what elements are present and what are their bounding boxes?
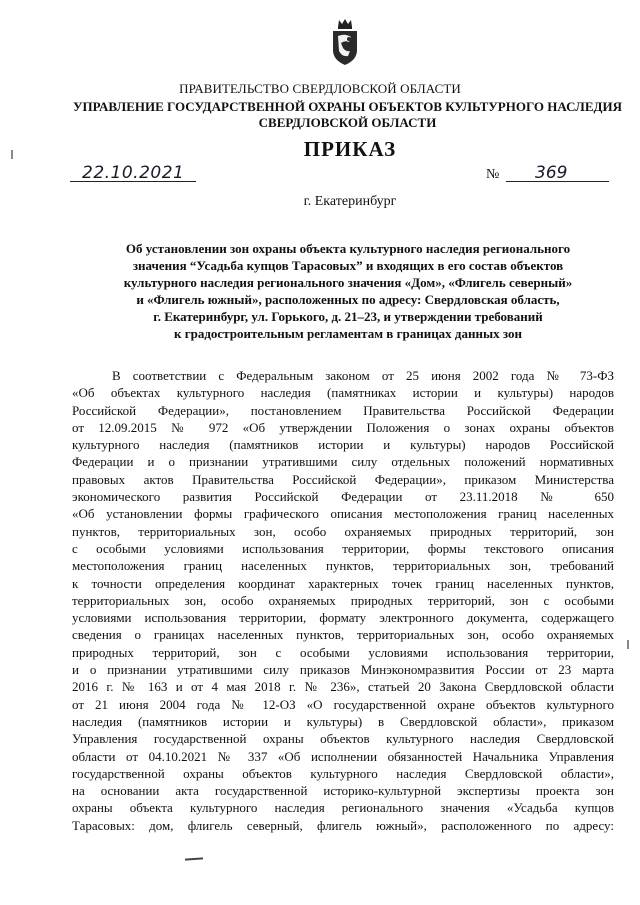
document-date: 22.10.2021 (82, 163, 185, 183)
document-title: ПРИКАЗ (303, 137, 397, 161)
body-line: с особыми условиями использования территории, формы текстового описания (72, 540, 614, 556)
document-number: 369 (535, 163, 568, 183)
department-name (70, 99, 625, 131)
body-line: местоположения границ населенных пунктов, территориальных зон, требований (72, 558, 614, 574)
body-line: В соответствии с Федеральным законом от 25 июня 2002 года № 73-ФЗ (112, 368, 614, 383)
body-line: наследия (памятников истории и культуры) в Свердловской области», приказом (72, 713, 614, 729)
subject-line: культурного наследия регионального значения «Дом», «Флигель северный» (123, 275, 573, 290)
body-line: экономического развития Российской Федерации от 23.11.2018 № 650 (72, 489, 614, 505)
body-line: охраны объекта культурного наследия регионального значения «Усадьба купцов (72, 800, 614, 816)
margin-mark (11, 150, 13, 159)
body-line: территориальных зон, особо охраняемых природных территорий, зон с особыми (72, 592, 614, 608)
body-line: сведения о границах населенных пунктов, территориальных зон, особо охраняемых (72, 627, 614, 643)
body-line: «Об установлении формы графического описания местоположения границ населенных (72, 506, 614, 522)
number-label: № (486, 167, 500, 182)
body-line: области от 04.10.2021 № 337 «Об исполнении обязанностей Начальника Управления (72, 748, 614, 764)
department-name-line2: СВЕРДЛОВСКОЙ ОБЛАСТИ (258, 115, 437, 130)
document-body (72, 367, 614, 834)
body-line: и о признании утратившими силу приказов Минэкономразвития России от 23 марта (72, 662, 614, 678)
subject-line: Об установлении зон охраны объекта культурного наследия регионального (125, 241, 571, 256)
number-underline (506, 181, 609, 182)
body-line: «Об объектах культурного наследия (памятниках истории и культуры) народов (72, 385, 614, 401)
body-line: государственной охраны объектов культурного наследия Свердловской области», (72, 765, 614, 781)
body-line: условиями использования территории, формату электронного документа, содержащего (72, 610, 614, 626)
document-city: г. Екатеринбург (303, 194, 397, 209)
body-line: к точности определения координат характерных точек границ населенных пунктов, (72, 575, 614, 591)
body-line: Тарасовых: дом, флигель северный, флигель южный», расположенного по адресу: (72, 817, 614, 833)
sverdlovsk-coat-of-arms-icon (329, 18, 361, 66)
body-line: культурного наследия (памятников истории и культуры) народов Российской (72, 437, 614, 453)
document-subject (72, 240, 624, 342)
body-line: природных территорий, зон с особыми условиями использования территории, (72, 644, 614, 660)
body-line: 2016 г. № 163 и от 4 мая 2018 г. № 236», статьей 20 Закона Свердловской области (72, 679, 614, 695)
body-line: Управления государственной охраны объектов культурного наследия Свердловской (72, 731, 614, 747)
body-line: Российской Федерации», постановлением Правительства Российской Федерации (72, 402, 614, 418)
page-mark (185, 857, 203, 860)
subject-line: к градостроительным регламентам в границах данных зон (173, 326, 523, 341)
margin-mark (627, 640, 629, 649)
body-line: Федерации и о признании утратившими силу отдельных положений нормативных (72, 454, 614, 470)
subject-line: и «Флигель южный», расположенных по адресу: Свердловская область, (136, 292, 560, 307)
department-name-line1: УПРАВЛЕНИЕ ГОСУДАРСТВЕННОЙ ОХРАНЫ ОБЪЕКТОВ КУЛЬТУРНОГО НАСЛЕДИЯ (73, 99, 622, 114)
subject-line: г. Екатеринбург, ул. Горького, д. 21–23, и утверждении требований (153, 309, 543, 324)
body-line: пунктов, территориальных зон, особо охраняемых природных территорий, зон (72, 523, 614, 539)
body-line: от 12.09.2015 № 972 «Об утверждении Положения о зонах охраны объектов (72, 419, 614, 435)
body-line: на основании акта государственной историко-культурной экспертизы проекта зон (72, 783, 614, 799)
body-line: от 21 июня 2004 года № 12-ОЗ «О государственной охране объектов культурного (72, 696, 614, 712)
body-line: правовых актов Правительства Российской Федерации», приказом Министерства (72, 471, 614, 487)
government-name: ПРАВИТЕЛЬСТВО СВЕРДЛОВСКОЙ ОБЛАСТИ (179, 81, 461, 96)
subject-line: значения “Усадьба купцов Тарасовых” и входящих в его состав объектов (132, 258, 564, 273)
date-underline (70, 181, 196, 182)
